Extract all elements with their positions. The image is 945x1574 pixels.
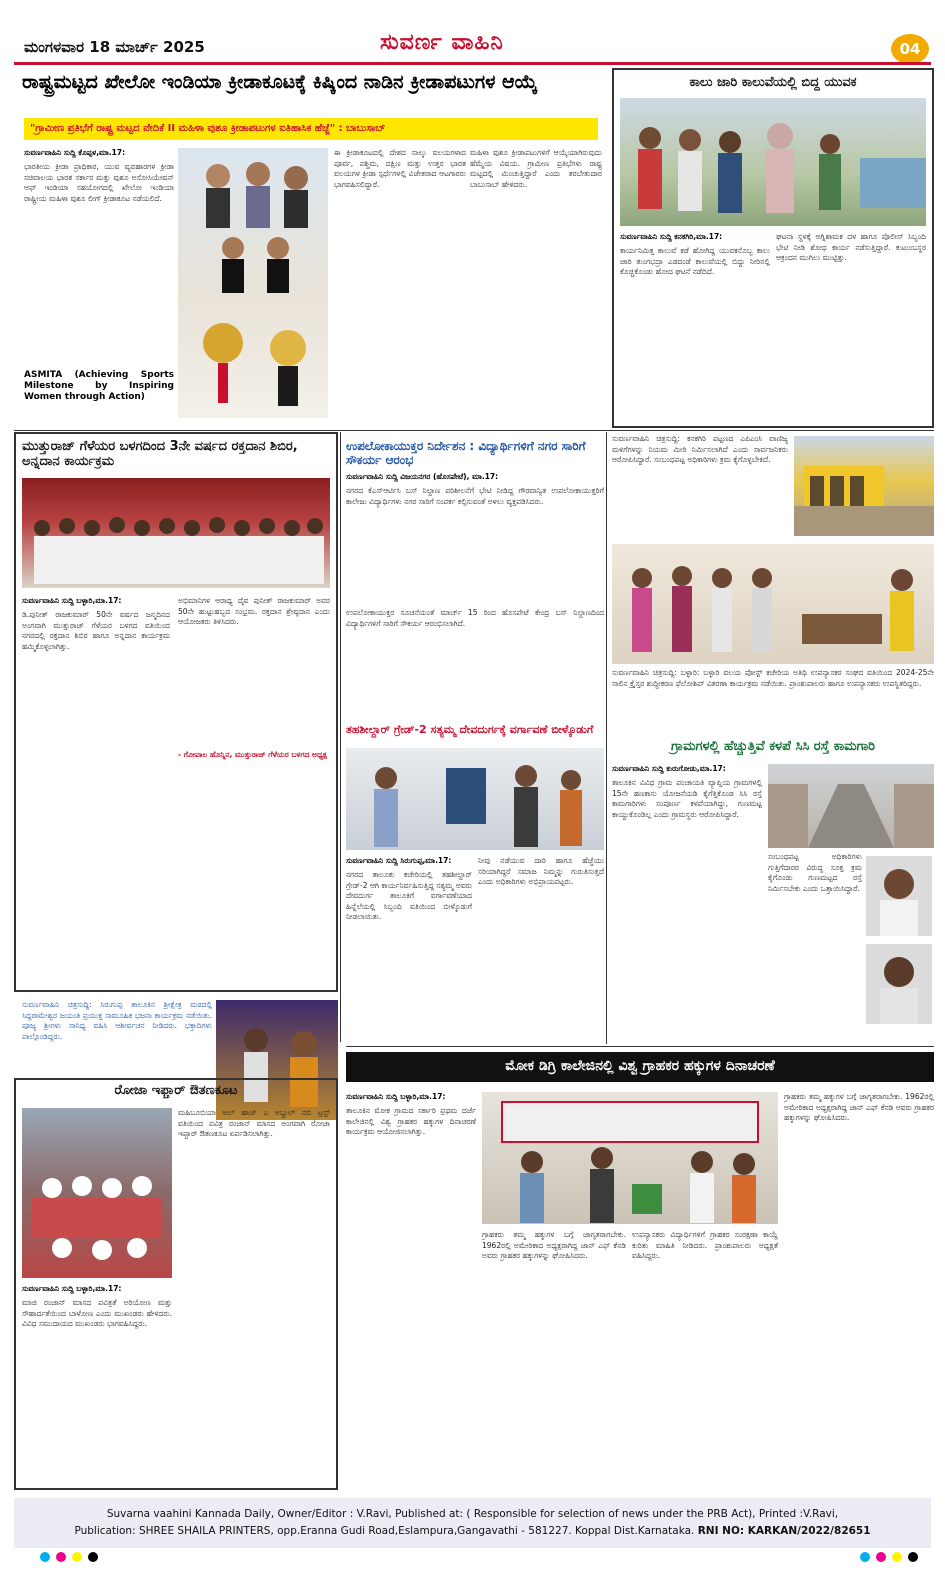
athletes-illustration (178, 148, 328, 418)
office-group-illustration (612, 544, 934, 664)
story4-body2: ಉಪಲೋಕಾಯುಕ್ತರ ಸೂಚನೆಯಂತೆ ಮಾರ್ಚ್ 15 ರಿಂದ ಹೊಸಪೇಟೆ ಕೇಂದ್ರ ಬಸ್ ನಿಲ್ದಾಣದಿಂದ ವಿದ್ಯಾರ್ಥಿಗಳಿಗೆ ಸಾರಿಗೆ ಸೌಕರ್ಯ ಆರಂಭಿಸಲಾಗಿದೆ. (346, 608, 604, 628)
story3-signoff: - ಗೋಪಾಲ ಹೊನ್ನಿನ, ಮುತ್ತುರಾಜ್ ಗೆಳೆಯರ ಬಳಗದ ಅಧ್ಯಕ್ಷ (178, 750, 327, 759)
reg-dot-cyan-2 (860, 1552, 870, 1562)
story2-body2: ಘಟನಾ ಸ್ಥಳಕ್ಕೆ ಅಗ್ನಿಶಾಮಕ ದಳ ಹಾಗೂ ಪೊಲೀಸ್ ಸಿಬ್ಬಂದಿ ಭೇಟಿ ನೀಡಿ ಶೋಧ ಕಾರ್ಯ ನಡೆಸುತ್ತಿದ್ದಾರೆ. ಕುಟುಂಬಸ್ಥರ ಆಕ್ರಂದನ ಮುಗಿಲು ಮುಟ್ಟಿತ್ತು. (776, 232, 926, 262)
story11-photo (482, 1092, 778, 1224)
story1-body2: ಈ ಕ್ರೀಡಾಕೂಟದಲ್ಲಿ ದೇಶದ ನಾಲ್ಕು ವಲಯಗಳಾದ ಪೂರ್ವ, ಪಶ್ಚಿಮ, ದಕ್ಷಿಣ ಮತ್ತು ಉತ್ತರ ಭಾರತ ವಲಯಗಳ ಕ್ರೀಡಾ ಸ್ಪರ್ಧೆಗಳಲ್ಲಿ ವಿಜೇತರಾದ ಆಟಗಾರರು ಭಾಗವಹಿಸಲಿದ್ದಾರೆ. (334, 148, 466, 189)
divider-v2 (606, 432, 607, 1044)
building-illustration (794, 436, 934, 536)
footer-line2-wrap (14, 1523, 931, 1540)
story11-body4: ಗ್ರಾಹಕರು ತಮ್ಮ ಹಕ್ಕುಗಳ ಬಗ್ಗೆ ಜಾಗೃತರಾಗಬೇಕು. 1962ರಲ್ಲಿ ಅಮೇರಿಕಾದ ಅಧ್ಯಕ್ಷರಾಗಿದ್ದ ಜಾನ್ ಎಫ್ ಕೆನಡಿ ಅವರು ಗ್ರಾಹಕರ ಹಕ್ಕುಗಳನ್ನು ಘೋಷಿಸಿದರು. (784, 1092, 934, 1122)
story10-body: ಮಹಿಬೂಬಿಯಾ ಅಲ್ ಹಾಜ್ ಎ ಅಬ್ದುಲ್ ನಬಿ ಟ್ರಸ್ಟ್ ವತಿಯಿಂದ ಪವಿತ್ರ ರಂಜಾನ್ ಮಾಸದ ಅಂಗವಾಗಿ ರೋಜಾ ಇಫ್ತಾರ್ ಔತಣಕೂಟ ಏರ್ಪಡಿಸಲಾಗಿತ್ತು. (178, 1108, 330, 1138)
story4-body: ನಗರದ ಕೆಎಸ್ಆರ್ಟಿಸಿ ಬಸ್ ನಿಲ್ದಾಣ ಪರಿಶೀಲನೆಗೆ ಭೇಟಿ ನೀಡಿದ್ದ ಗೌರವಾನ್ವಿತ ಉಪಲೋಕಾಯುಕ್ತರಿಗೆ ಕಾಲೇಜು ವಿದ್ಯಾರ್ಥಿಗಳು ನಗರ ಸಾರಿಗೆ ಸಂಪರ್ಕ ಕಲ್ಪಿಸುವಂತೆ ಅಳಲು ವ್ಯಕ್ತಪಡಿಸಿದರು. (346, 486, 604, 506)
footer (14, 1498, 931, 1548)
story5-body2: ನೀವು ನಡೆಯುವ ದಾರಿ ಹಾಗೂ ಹೆಜ್ಜೆಯು ಸರಿಯಾಗಿದ್ದರೆ ಸಮಾಜ ನಿಮ್ಮನ್ನು ಗುರುತಿಸುತ್ತದೆ ಎಂದು ಅಧಿಕಾರಿಗಳು ಅಭಿಪ್ರಾಯಪಟ್ಟರು. (478, 856, 604, 886)
story6-photo (794, 436, 934, 536)
footer-line2: Publication: SHREE SHAILA PRINTERS, opp.Eranna Gudi Road,Eslampura,Gangavathi - 581227. Koppal Dist.Karnataka. (74, 1525, 695, 1537)
story5-headline: ತಹಶೀಲ್ದಾರ್ ಗ್ರೇಡ್-2 ಸತ್ಯಮ್ಮ ದೇವದುರ್ಗಕ್ಕೆ ವರ್ಗಾವಣೆ ಬೀಳ್ಕೊಡುಗೆ (346, 723, 594, 736)
story8-body2: ಸಂಬಂಧಪಟ್ಟ ಅಧಿಕಾರಿಗಳು ಗುತ್ತಿಗೆದಾರರ ವಿರುದ್ಧ ಸೂಕ್ತ ಕ್ರಮ ಕೈಗೊಂಡು ಗುಣಮಟ್ಟದ ರಸ್ತೆ ನಿರ್ಮಿಸಬೇಕು ಎಂದು ಒತ್ತಾಯಿಸಿದ್ದಾರೆ. (768, 852, 862, 893)
road-illustration (768, 764, 934, 848)
story1-body: ಭಾರತೀಯ ಕ್ರೀಡಾ ಪ್ರಾಧಿಕಾರ, ಯುವ ವ್ಯವಹಾರಗಳ ಕ್ರೀಡಾ ಸಚಿವಾಲಯ ಭಾರತ ಸರ್ಕಾರ ಮತ್ತು ವುಶೂ ಅಸೋಸಿಯೇಷನ್ ಆಫ್ ಇಂಡಿಯಾ ಸಹಯೋಗದಲ್ಲಿ ಖೇಲೋ ಇಂಡಿಯಾ ರಾಷ್ಟ್ರೀಯ ಮಹಿಳಾ ವುಶೂ ಲೀಗ್ ಕ್ರೀಡಾಕೂಟ ನಡೆಯಲಿದೆ. (24, 162, 174, 203)
story10-body2: ಮಾಜಿ ರಂಜಾನ್ ಮಾಸದ ಪವಿತ್ರತೆ ಅರಿಯೋಣ ಮತ್ತು ಸೌಹಾರ್ದತೆಯಿಂದ ಬಾಳೋಣ ಎಂದು ಮುಖಂಡರು ಹೇಳಿದರು. ವಿವಿಧ ಸಮುದಾಯದ ಮುಖಂಡರು ಭಾಗವಹಿಸಿದ್ದರು. (22, 1298, 172, 1328)
story1-headline: ರಾಷ್ಟ್ರಮಟ್ಟದ ಖೇಲೋ ಇಂಡಿಯಾ ಕ್ರೀಡಾಕೂಟಕ್ಕೆ ಕಿಷ್ಕಿಂದ ನಾಡಿನ ಕ್ರೀಡಾಪಟುಗಳ ಆಯ್ಕೆ (22, 71, 538, 93)
story3-photo (22, 478, 330, 588)
person-icon (866, 856, 932, 936)
reg-dot-magenta-2 (876, 1552, 886, 1562)
story5-body: ನಗರದ ತಾಲೂಕು ಕಚೇರಿಯಲ್ಲಿ ತಹಶೀಲ್ದಾರ್ ಗ್ರೇಡ್-2 ಆಗಿ ಕಾರ್ಯನಿರ್ವಹಿಸುತ್ತಿದ್ದ ಸತ್ಯಮ್ಮ ಅವರು ದೇವದುರ್ಗ ತಾಲೂಕಿಗೆ ವರ್ಗಾವಣೆಯಾದ ಹಿನ್ನೆಲೆಯಲ್ಲಿ ಸಿಬ್ಬಂದಿ ವತಿಯಿಂದ ಬೀಳ್ಕೊಡುಗೆ ನೀಡಲಾಯಿತು. (346, 870, 472, 921)
iftar-illustration (22, 1108, 172, 1278)
person-icon (866, 944, 932, 1024)
story8-body: ತಾಲೂಕಿನ ವಿವಿಧ ಗ್ರಾಮ ಪಂಚಾಯತಿ ವ್ಯಾಪ್ತಿಯ ಗ್ರಾಮಗಳಲ್ಲಿ 15ನೇ ಹಣಕಾಸು ಯೋಜನೆಯಡಿ ಕೈಗೆತ್ತಿಕೊಂಡ ಸಿಸಿ ರಸ್ತೆ ಕಾಮಗಾರಿಗಳು ಸಂಪೂರ್ಣ ಕಳಪೆಯಾಗಿದ್ದು, ಗುಣಮಟ್ಟ ಕಾಯ್ದುಕೊಂಡಿಲ್ಲ ಎಂದು ಗ್ರಾಮಸ್ಥರು ಆರೋಪಿಸಿದ್ದಾರೆ. (612, 778, 762, 819)
story8-photo (768, 764, 934, 848)
felicitation-illustration (346, 748, 604, 850)
story11-headline: ಮೋಕ ಡಿಗ್ರಿ ಕಾಲೇಜಿನಲ್ಲಿ ವಿಶ್ವ ಗ್ರಾಹಕರ ಹಕ್ಕುಗಳ ದಿನಾಚರಣೆ (505, 1058, 775, 1074)
story11-body2: ಗ್ರಾಹಕರು ತಮ್ಮ ಹಕ್ಕುಗಳ ಬಗ್ಗೆ ಜಾಗೃತರಾಗಬೇಕು. 1962ರಲ್ಲಿ ಅಮೇರಿಕಾದ ಅಧ್ಯಕ್ಷರಾಗಿದ್ದ ಜಾನ್ ಎಫ್ ಕೆನಡಿ ಅವರು ಗ್ರಾಹಕರ ಹಕ್ಕುಗಳನ್ನು ಘೋಷಿಸಿದರು. (482, 1230, 626, 1260)
crowd-illustration (620, 98, 926, 226)
story5-dateline: ಸುವರ್ಣವಾಹಿನಿ ಸುದ್ದಿ ಸಿರುಗುಪ್ಪ,ಮಾ.17: (346, 856, 452, 865)
reg-dot-black (88, 1552, 98, 1562)
reg-dot-yellow (72, 1552, 82, 1562)
footer-rni: RNI NO: KARKAN/2022/82651 (697, 1525, 871, 1537)
story10-photo (22, 1108, 172, 1278)
divider-h1 (14, 430, 934, 431)
story10-headline: ರೋಜಾ ಇಫ್ತಾರ್ ಔತಣಕೂಟ (114, 1083, 238, 1098)
seminar-illustration (482, 1092, 778, 1224)
story6-body: ಸುವರ್ಣವಾಹಿನಿ ಚಿತ್ರಸುದ್ದಿ: ಕನಕಗಿರಿ ಪಟ್ಟಣದ ಎಪಿಎಂಸಿ ವಾಣಿಜ್ಯ ಮಳಿಗೆಗಳನ್ನು ನಿಯಮ ಮೀರಿ ನಿರ್ಮಿಸಲಾಗಿದೆ ಎಂದು ಸಾರ್ವಜನಿಕರು ಆರೋಪಿಸಿದ್ದಾರೆ. ಸಂಬಂಧಪಟ್ಟ ಅಧಿಕಾರಿಗಳು ಕ್ರಮ ಕೈಗೊಳ್ಳಬೇಕಿದೆ. (612, 434, 788, 464)
page-number: 04 (891, 34, 929, 64)
story2-photo (620, 98, 926, 226)
story1-subhead: "ಗ್ರಾಮೀಣ ಪ್ರತಿಭೆಗೆ ರಾಷ್ಟ್ರ ಮಟ್ಟದ ವೇದಿಕೆ II ಮಹಿಳಾ ವುಶೂ ಕ್ರೀಡಾಪಟುಗಳ ಐತಿಹಾಸಿಕ ಹೆಜ್ಜೆ" : ಬಾಬುಸಾಬ್ (24, 118, 598, 140)
footer-line1: Suvarna vaahini Kannada Daily, Owner/Editor : V.Ravi, Published at: ( Responsible for selection of news under the PRB Act), Printed :V.Ravi, (106, 1508, 839, 1520)
story8-portrait-1 (866, 856, 932, 936)
reg-dot-cyan (40, 1552, 50, 1562)
story7-body: ಸುವರ್ಣವಾಹಿನಿ ಚಿತ್ರಸುದ್ದಿ: ಬಳ್ಳಾರಿ: ಬಳ್ಳಾರಿ ವಲಯ ಪೋಸ್ಟ್ ಕಚೇರಿಯ ಅತಿಥಿ ಉಪನ್ಯಾಸಕರ ಸಂಘದ ವತಿಯಿಂದ 2024-25ನೇ ಸಾಲಿನ ಕ್ರೈಸ್ತರ ಶುದ್ಧೀಕರಣ ಫೆಲೋಶಿಪ್ ವಿತರಣಾ ಕಾರ್ಯಕ್ರಮ ನಡೆಯಿತು. ಪ್ರಾಂಶುಪಾಲರು ಹಾಗೂ ಉಪನ್ಯಾಸಕರು ಉಪಸ್ಥಿತರಿದ್ದರು. (612, 668, 934, 688)
story8-dateline: ಸುವರ್ಣವಾಹಿನಿ ಸುದ್ದಿ ಕುರುಗೋಡು,ಮಾ.17: (612, 764, 726, 773)
masthead (380, 30, 504, 55)
story3-dateline: ಸುವರ್ಣವಾಹಿನಿ ಸುದ್ದಿ ಬಳ್ಳಾರಿ,ಮಾ.17: (22, 596, 122, 605)
story2-dateline: ಸುವರ್ಣವಾಹಿನಿ ಸುದ್ದಿ ಕನಕಗಿರಿ,ಮಾ.17: (620, 232, 723, 241)
header-rule (14, 62, 931, 65)
story11-dateline: ಸುವರ್ಣವಾಹಿನಿ ಸುದ್ದಿ ಬಳ್ಳಾರಿ,ಮಾ.17: (346, 1092, 446, 1101)
divider-h2 (346, 1046, 934, 1047)
story9-body: ಸುವರ್ಣವಾಹಿನಿ ಚಿತ್ರಸುದ್ದಿ: ಸಿರುಗುಪ್ಪ ತಾಲೂಕಿನ ಶ್ರೀಕ್ಷೇತ್ರ ಮಠದಲ್ಲಿ ಸಿದ್ದರಾಮೇಶ್ವರ ಜಯಂತಿ ಪ್ರಯುಕ್ತ ಸಾಮೂಹಿಕ ಭಜನಾ ಕಾರ್ಯಕ್ರಮ ನಡೆಯಿತು. ಪೂಜ್ಯ ಶ್ರೀಗಳು ಸಾನಿಧ್ಯ ವಹಿಸಿ ಆಶೀರ್ವಚನ ನೀಡಿದರು. ಭಕ್ತಾದಿಗಳು ಪಾಲ್ಗೊಂಡಿದ್ದರು. (22, 1000, 212, 1041)
masthead-title: ಸುವರ್ಣ ವಾಹಿನಿ (380, 30, 504, 55)
group-photo-illustration (22, 478, 330, 588)
story1-dateline: ಸುವರ್ಣವಾಹಿನಿ ಸುದ್ದಿ ಕೊಪ್ಪಳ,ಮಾ.17: (24, 148, 126, 157)
story11-body: ತಾಲೂಕಿನ ಮೋಕ ಗ್ರಾಮದ ಸರ್ಕಾರಿ ಪ್ರಥಮ ದರ್ಜೆ ಕಾಲೇಜಿನಲ್ಲಿ ವಿಶ್ವ ಗ್ರಾಹಕರ ಹಕ್ಕುಗಳ ದಿನಾಚರಣೆ ಕಾರ್ಯಕ್ರಮ ಆಯೋಜಿಸಲಾಗಿತ್ತು. (346, 1106, 476, 1136)
story3-headline: ಮುತ್ತುರಾಜ್ ಗೆಳೆಯರ ಬಳಗದಿಂದ 3ನೇ ವರ್ಷದ ರಕ್ತದಾನ ಶಿಬಿರ, ಅನ್ನದಾನ ಕಾರ್ಯಕ್ರಮ (22, 439, 298, 469)
story11-body3: ಉಪನ್ಯಾಸಕರು ವಿದ್ಯಾರ್ಥಿಗಳಿಗೆ ಗ್ರಾಹಕರ ಸಂರಕ್ಷಣಾ ಕಾಯ್ದೆ ಕುರಿತು ಮಾಹಿತಿ ನೀಡಿದರು. ಪ್ರಾಂಶುಪಾಲರು ಅಧ್ಯಕ್ಷತೆ ವಹಿಸಿದ್ದರು. (632, 1230, 778, 1260)
story3-body: ಡಿ.ಪುನೀತ್ ರಾಜಕುಮಾರ್ 50ನೇ ವರ್ಷದ ಜನ್ಮದಿನದ ಅಂಗವಾಗಿ ಮುತ್ತುರಾಜ್ ಗೆಳೆಯರ ಬಳಗದ ವತಿಯಿಂದ ನಗರದಲ್ಲಿ ರಕ್ತದಾನ ಶಿಬಿರ ಹಾಗೂ ಅನ್ನದಾನ ಕಾರ್ಯಕ್ರಮ ಹಮ್ಮಿಕೊಳ್ಳಲಾಗಿತ್ತು. (22, 610, 170, 651)
story7-photo (612, 544, 934, 664)
story4-dateline: ಸುವರ್ಣವಾಹಿನಿ ಸುದ್ದಿ ವಿಜಯನಗರ (ಹೊಸಪೇಟೆ), ಮಾ.17: (346, 472, 499, 481)
story10-dateline: ಸುವರ್ಣವಾಹಿನಿ ಸುದ್ದಿ ಬಳ್ಳಾರಿ,ಮಾ.17: (22, 1284, 122, 1293)
header-date: ಮಂಗಳವಾರ 18 ಮಾರ್ಚ್ 2025 (24, 38, 205, 56)
reg-dot-black-2 (908, 1552, 918, 1562)
divider-v1 (340, 432, 341, 1042)
story5-photo (346, 748, 604, 850)
story1-caption: ASMITA (Achieving Sports Milestone by Inspiring Women through Action) (24, 370, 174, 402)
story4-headline: ಉಪಲೋಕಾಯುಕ್ತರ ನಿರ್ದೇಶನ : ವಿದ್ಯಾರ್ಥಿಗಳಿಗೆ ನಗರ ಸಾರಿಗೆ ಸೌಕರ್ಯ ಆರಂಭ (346, 439, 586, 467)
story2-body: ಕಾರ್ಯನಿಮಿತ್ತ ಕಾಲುವೆ ಕಡೆ ಹೋಗಿದ್ದ ಯುವಕನೊಬ್ಬ ಕಾಲು ಜಾರಿ ತುಂಗಭದ್ರಾ ಎಡದಂಡೆ ಕಾಲುವೆಯಲ್ಲಿ ಬಿದ್ದು ನೀರಿನಲ್ಲಿ ಕೊಚ್ಚಿಕೊಂಡು ಹೋದ ಘಟನೆ ನಡೆದಿದೆ. (620, 246, 770, 276)
story1-body3: ಮಹಿಳಾ ವುಶೂ ಕ್ರೀಡಾಪಟುಗಳಿಗೆ ಆಯ್ಕೆಯಾಗಿರುವುದು ಹೆಮ್ಮೆಯ ವಿಷಯ. ಗ್ರಾಮೀಣ ಪ್ರತಿಭೆಗಳು ರಾಷ್ಟ್ರ ಮಟ್ಟದಲ್ಲಿ ಮಿಂಚುತ್ತಿದ್ದಾರೆ ಎಂದು ತರಬೇತುದಾರ ಬಾಬುಸಾಬ್ ಹೇಳಿದರು. (470, 148, 602, 189)
story1-photo (178, 148, 328, 418)
story3-body2: ಅಭಿಮಾನಿಗಳ ಆರಾಧ್ಯ ದೈವ ಪುನೀತ್ ರಾಜಕುಮಾರ್ ಅವರ 50ನೇ ಹುಟ್ಟುಹಬ್ಬದ ಸಂಭ್ರಮ. ರಕ್ತದಾನ ಶ್ರೇಷ್ಠದಾನ ಎಂದು ಆಯೋಜಕರು ತಿಳಿಸಿದರು. (178, 596, 330, 626)
reg-dot-magenta (56, 1552, 66, 1562)
story8-portrait-2 (866, 944, 932, 1024)
story8-headline: ಗ್ರಾಮಗಳಲ್ಲಿ ಹೆಚ್ಚುತ್ತಿವೆ ಕಳಪೆ ಸಿಸಿ ರಸ್ತೆ ಕಾಮಗಾರಿ (670, 739, 876, 754)
story2-headline: ಕಾಲು ಜಾರಿ ಕಾಲುವೆಯಲ್ಲಿ ಬಿದ್ದ ಯುವಕ (689, 75, 857, 90)
reg-dot-yellow-2 (892, 1552, 902, 1562)
